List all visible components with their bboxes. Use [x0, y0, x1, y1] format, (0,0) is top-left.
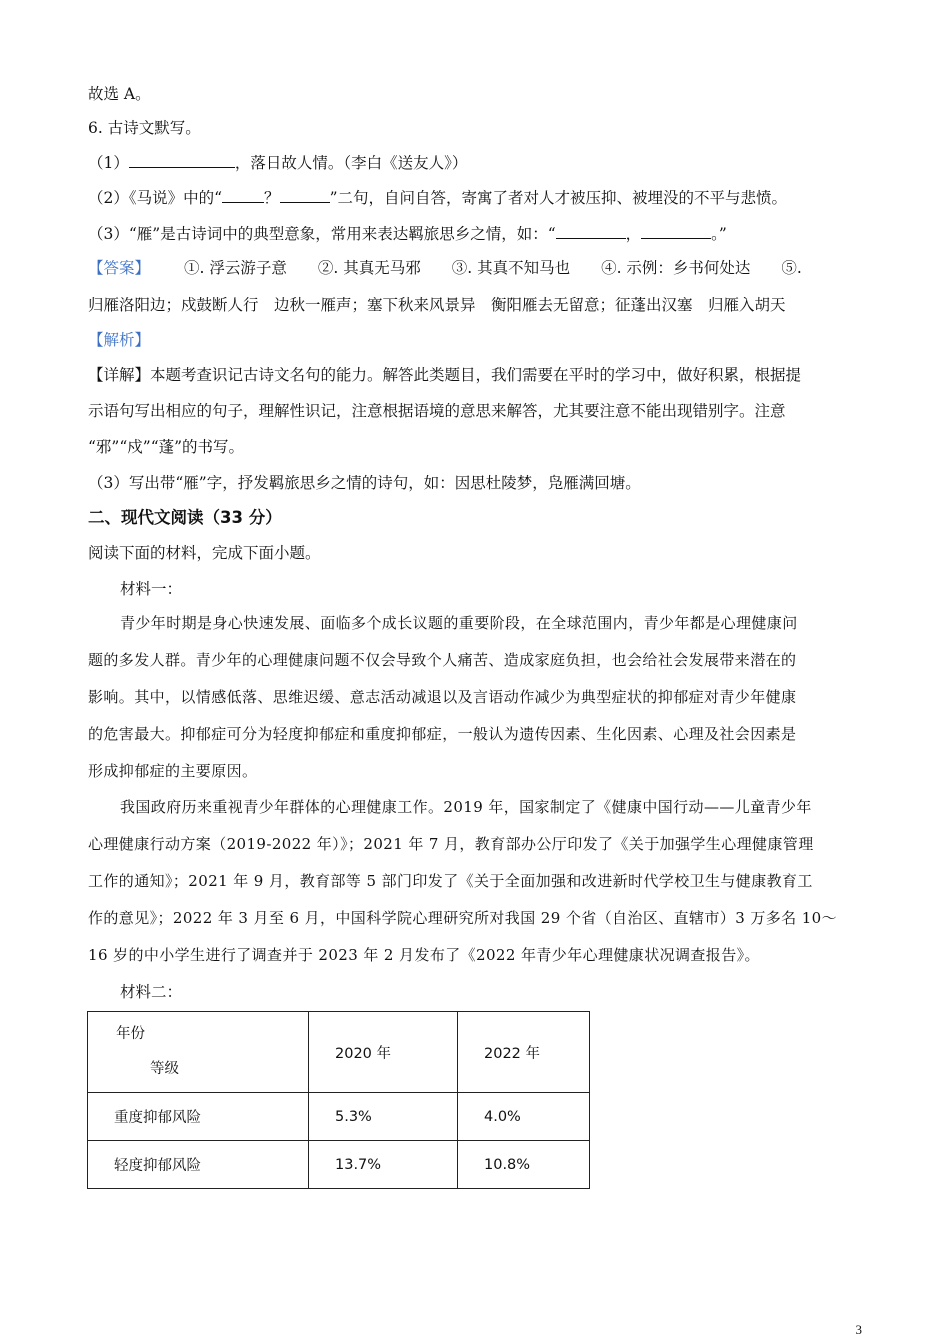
- analysis-line-4: （3）写出带“雁”字，抒发羁旅思乡之情的诗句，如：因思杜陵梦，凫雁满回塘。: [88, 474, 641, 492]
- header-2022: 2022 年: [458, 1012, 590, 1093]
- row-value-2020: 13.7%: [309, 1141, 458, 1189]
- analysis-line-2: 示语句写出相应的句子，理解性识记，注意根据语境的意思来解答，尤其要注意不能出现错别字。注意: [88, 402, 786, 420]
- row-label: 重度抑郁风险: [88, 1093, 309, 1141]
- paragraph-1-line: 影响。其中，以情感低落、思维迟缓、意志活动减退以及言语动作减少为典型症状的抑郁症对青少年健康: [88, 688, 797, 706]
- material-2-label: 材料二：: [120, 983, 183, 1001]
- item-2-suffix: ”二句，自问自答，寄寓了者对人才被压抑、被埋没的不平与悲愤。: [329, 189, 787, 207]
- analysis-line-1: 【详解】本题考查识记古诗文名句的能力。解答此类题目，我们需要在平时的学习中，做好积累，根据提: [88, 366, 802, 384]
- item-1-text: ，落日故人情。（李白《送友人》）: [234, 154, 468, 172]
- answer-line-2: 归雁洛阳边；戍鼓断人行 边秋一雁声；塞下秋来风景异 衡阳雁去无留意；征蓬出汉塞 归雁入胡天: [88, 296, 786, 314]
- depression-risk-table: [87, 1011, 590, 1189]
- analysis-tag: 【解析】: [88, 331, 151, 349]
- paragraph-1-line: 青少年时期是身心快速发展、面临多个成长议题的重要阶段，在全球范围内，青少年都是心理健康问: [120, 614, 798, 632]
- row-label: 轻度抑郁风险: [88, 1141, 309, 1189]
- question-6-item-2: [88, 188, 787, 208]
- item-2-prefix: （2）《马说》中的“: [88, 189, 223, 207]
- table-header-row: [88, 1012, 590, 1093]
- header-2020: 2020 年: [309, 1012, 458, 1093]
- answer-tag: 【答案】: [88, 259, 151, 277]
- section-2-instruction: 阅读下面的材料，完成下面小题。: [88, 544, 321, 562]
- header-year-label: 年份: [116, 1026, 145, 1042]
- question-6-title: 6. 古诗文默写。: [88, 119, 201, 137]
- question-6-item-1: [88, 153, 467, 173]
- item-1-number: （1）: [88, 154, 129, 172]
- answer-blank: [129, 153, 235, 168]
- paragraph-2-line: 心理健康行动方案（2019-2022 年）》；2021 年 7 月，教育部办公厅印发了《关于加强学生心理健康管理: [88, 835, 814, 853]
- answer-blank: [641, 224, 711, 239]
- paragraph-1-line: 的危害最大。抑郁症可分为轻度抑郁症和重度抑郁症，一般认为遗传因素、生化因素、心理及社会因素是: [88, 725, 797, 743]
- paragraph-2-line: 我国政府历来重视青少年群体的心理健康工作。2019 年，国家制定了《健康中国行动——儿童青少年: [120, 798, 812, 816]
- question-6-item-3: [88, 224, 727, 244]
- item-3-prefix: （3）“雁”是古诗词中的典型意象，常用来表达羁旅思乡之情，如：“: [88, 225, 556, 243]
- paragraph-1-line: 题的多发人群。青少年的心理健康问题不仅会导致个人痛苦、造成家庭负担，也会给社会发展带来潜在的: [88, 651, 797, 669]
- item-3-suffix: 。”: [711, 225, 727, 243]
- answer-line-1: [88, 258, 802, 278]
- intro-line: 故选 A。: [88, 85, 151, 103]
- paragraph-2-line: 工作的通知》；2021 年 9 月，教育部等 5 部门印发了《关于全面加强和改进新时代学校卫生与健康教育工: [88, 872, 813, 890]
- answer-blank: [556, 224, 626, 239]
- row-value-2020: 5.3%: [309, 1093, 458, 1141]
- item-2-mark: ？: [264, 189, 280, 207]
- analysis-line-3: “邪”“戍”“蓬”的书写。: [88, 438, 245, 456]
- paragraph-2-line: 16 岁的中小学生进行了调查并于 2023 年 2 月发布了《2022 年青少年心理健康状况调查报告》。: [88, 946, 760, 964]
- header-level-label: 等级: [150, 1061, 179, 1077]
- row-value-2022: 4.0%: [458, 1093, 590, 1141]
- paragraph-2-line: 作的意见》；2022 年 3 月至 6 月，中国科学院心理研究所对我国 29 个省（自治区、直辖市）3 万多名 10～: [88, 909, 837, 927]
- material-1-label: 材料一：: [120, 580, 183, 598]
- row-value-2022: 10.8%: [458, 1141, 590, 1189]
- header-diagonal-cell: [88, 1012, 309, 1093]
- table-row: [88, 1093, 590, 1141]
- answer-blank: [280, 188, 330, 203]
- page-number: 3: [855, 1322, 862, 1337]
- answer-text-1: ①. 浮云游子意 ②. 其真无马邪 ③. 其真不知马也 ④. 示例：乡书何处达 ⑤.: [184, 259, 802, 277]
- paragraph-1-line: 形成抑郁症的主要原因。: [88, 762, 258, 780]
- answer-blank: [222, 188, 264, 203]
- section-2-heading: 二、现代文阅读（33 分）: [88, 508, 282, 527]
- item-3-comma: ，: [625, 225, 642, 243]
- table-row: [88, 1141, 590, 1189]
